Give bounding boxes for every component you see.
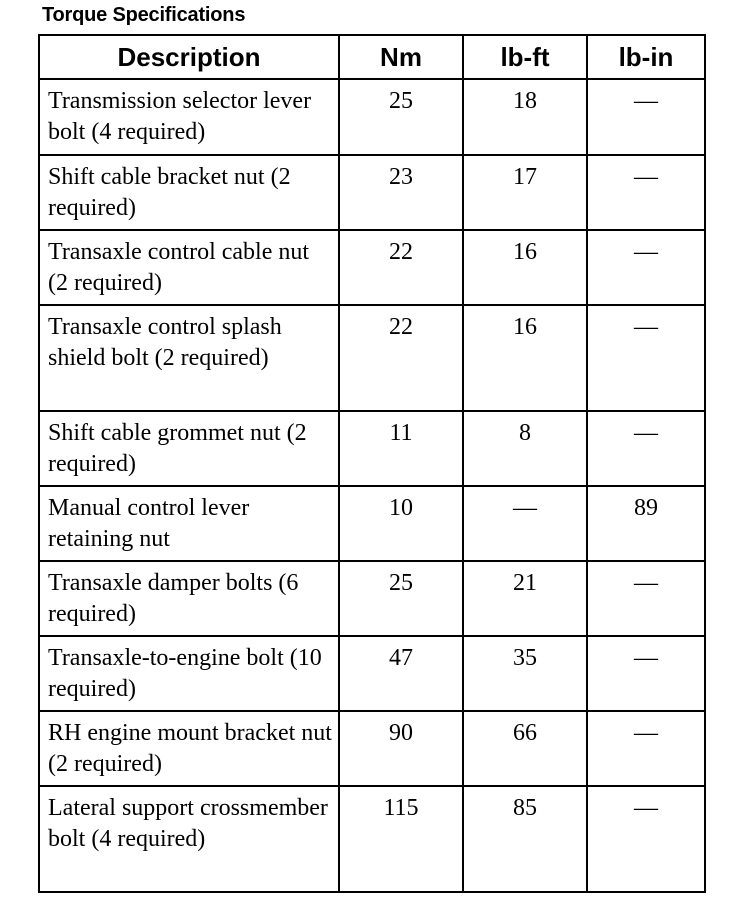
lb-in-cell: — [587, 155, 705, 230]
description-cell: Manual control lever retaining nut [39, 486, 339, 561]
nm-cell: 115 [339, 786, 463, 892]
table-row [39, 230, 705, 305]
nm-cell: 25 [339, 561, 463, 636]
nm-cell: 22 [339, 305, 463, 411]
lb-ft-cell: 8 [463, 411, 587, 486]
lb-in-cell: — [587, 411, 705, 486]
table-row [39, 305, 705, 411]
table-row [39, 411, 705, 486]
lb-in-cell: 89 [587, 486, 705, 561]
column-header-description: Description [39, 35, 339, 79]
description-cell: RH engine mount bracket nut (2 required) [39, 711, 339, 786]
lb-in-cell: — [587, 305, 705, 411]
table-row [39, 711, 705, 786]
column-header-lb-ft: lb-ft [463, 35, 587, 79]
lb-ft-cell: 85 [463, 786, 587, 892]
column-header-lb-in: lb-in [587, 35, 705, 79]
nm-cell: 23 [339, 155, 463, 230]
nm-cell: 10 [339, 486, 463, 561]
description-cell: Shift cable bracket nut (2 required) [39, 155, 339, 230]
nm-cell: 22 [339, 230, 463, 305]
nm-cell: 25 [339, 79, 463, 155]
description-cell: Transaxle-to-engine bolt (10 required) [39, 636, 339, 711]
table-row [39, 155, 705, 230]
lb-in-cell: — [587, 561, 705, 636]
table-row [39, 786, 705, 892]
lb-ft-cell: 21 [463, 561, 587, 636]
column-header-nm: Nm [339, 35, 463, 79]
description-cell: Transaxle control splash shield bolt (2 required) [39, 305, 339, 411]
lb-ft-cell: 66 [463, 711, 587, 786]
torque-specifications-table [38, 34, 706, 893]
lb-ft-cell: 16 [463, 305, 587, 411]
table-title: Torque Specifications [42, 4, 246, 26]
lb-in-cell: — [587, 636, 705, 711]
lb-in-cell: — [587, 230, 705, 305]
lb-in-cell: — [587, 786, 705, 892]
header-row [39, 35, 705, 79]
lb-ft-cell: 18 [463, 79, 587, 155]
nm-cell: 11 [339, 411, 463, 486]
description-cell: Transaxle damper bolts (6 required) [39, 561, 339, 636]
table-row [39, 636, 705, 711]
nm-cell: 90 [339, 711, 463, 786]
description-cell: Lateral support crossmember bolt (4 required) [39, 786, 339, 892]
lb-ft-cell: 16 [463, 230, 587, 305]
nm-cell: 47 [339, 636, 463, 711]
table-row [39, 561, 705, 636]
lb-ft-cell: — [463, 486, 587, 561]
description-cell: Shift cable grommet nut (2 required) [39, 411, 339, 486]
lb-in-cell: — [587, 79, 705, 155]
description-cell: Transmission selector lever bolt (4 required) [39, 79, 339, 155]
table-row [39, 79, 705, 155]
lb-ft-cell: 17 [463, 155, 587, 230]
description-cell: Transaxle control cable nut (2 required) [39, 230, 339, 305]
table-row [39, 486, 705, 561]
lb-in-cell: — [587, 711, 705, 786]
lb-ft-cell: 35 [463, 636, 587, 711]
